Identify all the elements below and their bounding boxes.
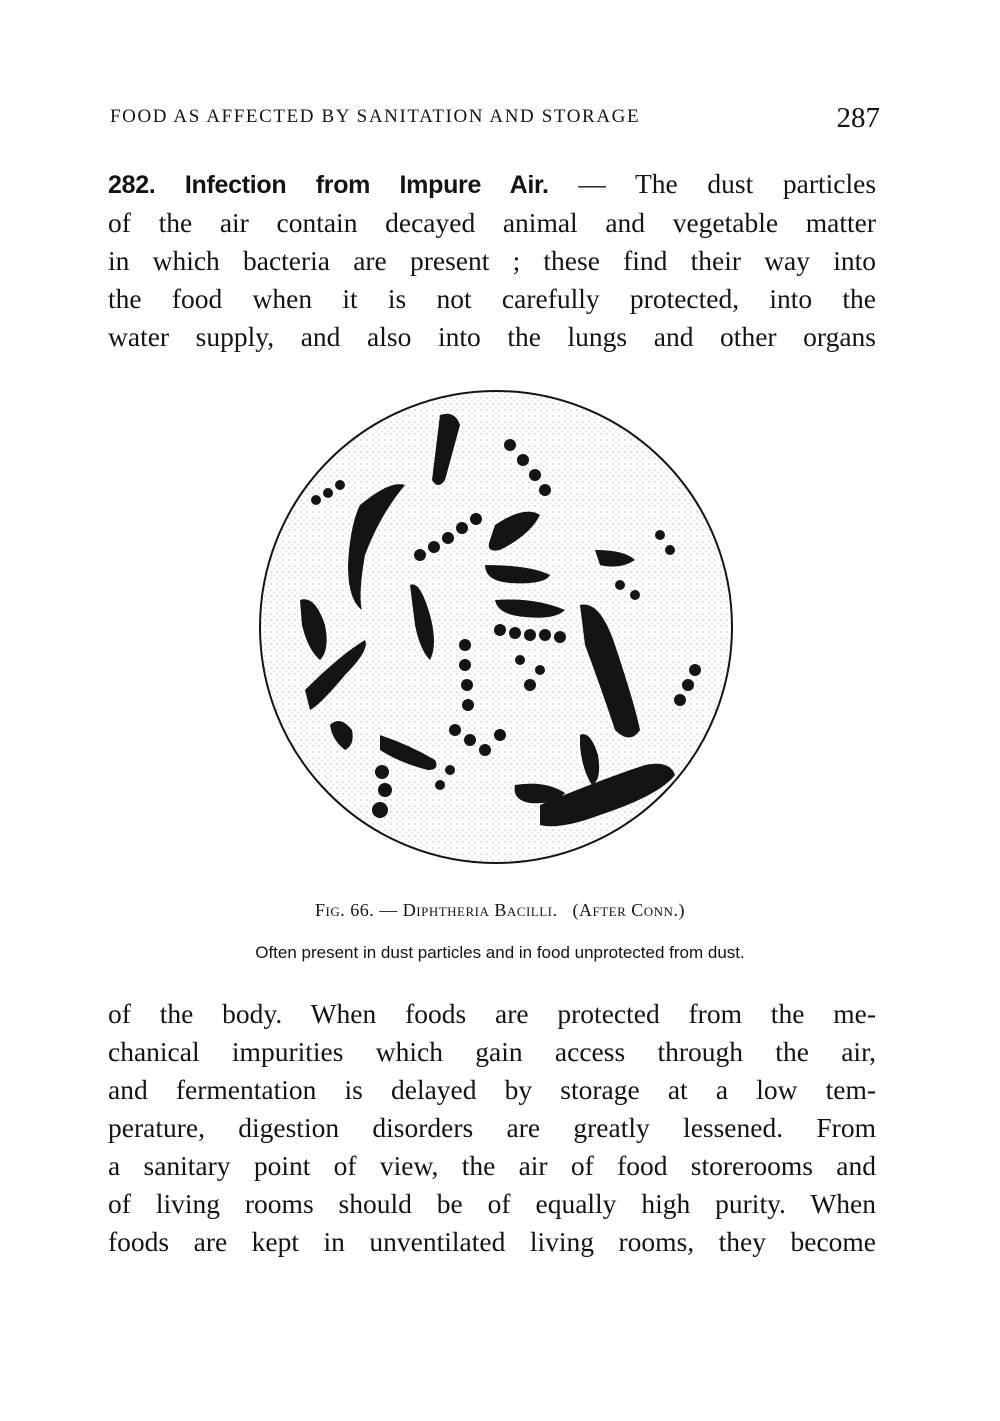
paragraph-line <box>108 165 876 204</box>
paragraph-line-text: — The dust particles <box>578 168 877 199</box>
running-title: FOOD AS AFFECTED BY SANITATION AND STORAGE <box>110 106 641 127</box>
page-number: 287 <box>836 102 880 134</box>
paragraph-line: foods are kept in unventilated living rooms, they become <box>108 1226 876 1257</box>
paragraph-bottom <box>108 995 876 1261</box>
paragraph-line: and fermentation is delayed by storage at a low tem- <box>108 1074 876 1105</box>
figure-credit: (After Conn.) <box>572 900 685 920</box>
paragraph-line: of the air contain decayed animal and vegetable matter <box>108 207 876 238</box>
paragraph-line: in which bacteria are present ; these find their way into <box>108 245 876 276</box>
figure-diphtheria-bacilli <box>240 385 752 870</box>
figure-label: Fig. 66. — <box>315 900 398 920</box>
paragraph-line: water supply, and also into the lungs and other organs <box>108 321 876 352</box>
figure-title: Diphtheria Bacilli. <box>402 900 558 920</box>
paragraph-top <box>108 165 876 356</box>
paragraph-line: of living rooms should be of equally high purity. When <box>108 1188 876 1219</box>
microscope-field-illustration <box>240 385 752 870</box>
paragraph-line: the food when it is not carefully protected, into the <box>108 283 876 314</box>
section-heading: 282. Infection from Impure Air. <box>108 171 549 199</box>
figure-subcaption: Often present in dust particles and in food unprotected from dust. <box>255 943 745 962</box>
paragraph-line: chanical impurities which gain access through the air, <box>108 1036 876 1067</box>
paragraph-line: of the body. When foods are protected from the me- <box>108 998 876 1029</box>
paragraph-line: a sanitary point of view, the air of food storerooms and <box>108 1150 876 1181</box>
running-head <box>110 102 880 136</box>
figure-caption <box>0 900 1000 921</box>
paragraph-line: perature, digestion disorders are greatly lessened. From <box>108 1112 876 1143</box>
